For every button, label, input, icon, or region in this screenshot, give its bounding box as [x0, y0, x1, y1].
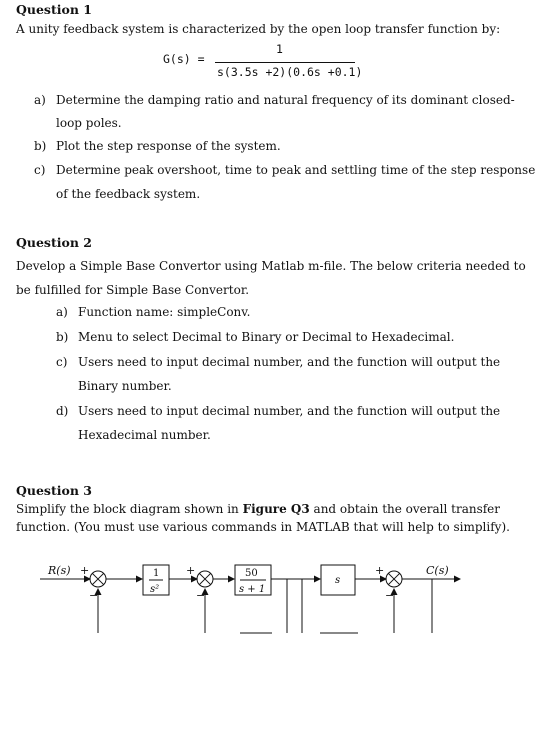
sum1-plus-sign: + [80, 564, 90, 577]
part-text: Menu to select Decimal to Binary or Decimal to Hexadecimal. [78, 330, 455, 344]
transfer-function-equation [0, 38, 544, 88]
q2-part-a [56, 305, 250, 319]
q2-intro-line2: be fulfilled for Simple Base Convertor. [16, 283, 250, 297]
block1-denominator: s² [150, 584, 160, 595]
q1-part-b [34, 139, 281, 153]
part-text: Determine peak overshoot, time to peak and settling time of the step response [56, 163, 536, 177]
block3-label: s [335, 575, 341, 586]
equation-denominator: s(3.5s +2)(0.6s +0.1) [217, 65, 363, 79]
q3-line1-pre: Simplify the block diagram shown in [16, 502, 243, 516]
part-text: Function name: simpleConv. [78, 305, 251, 319]
q3-line2: function. (You must use various commands in MATLAB that will help to simplify). [16, 520, 510, 534]
part-label: b) [34, 139, 47, 153]
part-label: c) [34, 163, 46, 177]
q2-part-b [56, 330, 454, 344]
sum2-plus-sign: + [186, 564, 196, 577]
part-label: c) [56, 355, 68, 369]
block2-denominator: s + 1 [239, 584, 266, 595]
q3-heading: Question 3 [16, 483, 92, 498]
part-text: Plot the step response of the system. [56, 139, 281, 153]
block1-numerator: 1 [153, 568, 160, 579]
part-label: a) [34, 93, 46, 107]
sum2-minus-sign: − [196, 589, 206, 602]
part-label: a) [56, 305, 68, 319]
part-label: b) [56, 330, 69, 344]
output-label: C(s) [426, 564, 449, 577]
input-label: R(s) [48, 564, 71, 577]
q3-line1 [16, 500, 500, 518]
block-diagram [0, 555, 544, 645]
q1-part-c [34, 163, 535, 177]
q2-part-d [56, 404, 500, 418]
q1-heading: Question 1 [16, 2, 92, 17]
q1-part-a-cont: loop poles. [56, 116, 122, 130]
part-text: Users need to input decimal number, and the function will output the [78, 404, 501, 418]
q3-figure-ref: Figure Q3 [242, 502, 310, 516]
equation-numerator: 1 [276, 42, 283, 56]
sum3-minus-sign: − [385, 589, 395, 602]
sum3-plus-sign: + [375, 564, 385, 577]
part-label: d) [56, 404, 69, 418]
equation-lhs: G(s) = [163, 52, 205, 66]
q2-part-c [56, 355, 500, 369]
q1-intro: A unity feedback system is characterized by the open loop transfer function by: [16, 22, 501, 36]
q1-part-a [34, 93, 515, 107]
part-text: Determine the damping ratio and natural frequency of its dominant closed- [56, 93, 515, 107]
q2-intro-line1: Develop a Simple Base Convertor using Matlab m-file. The below criteria needed to [16, 259, 526, 273]
q1-part-c-cont: of the feedback system. [56, 187, 201, 201]
q2-part-c-cont: Binary number. [78, 379, 172, 393]
q2-heading: Question 2 [16, 235, 92, 250]
block2-numerator: 50 [245, 568, 258, 579]
sum1-minus-sign: − [89, 589, 99, 602]
q2-part-d-cont: Hexadecimal number. [78, 428, 211, 442]
q3-line1-post: and obtain the overall transfer [309, 502, 501, 516]
part-text: Users need to input decimal number, and the function will output the [78, 355, 501, 369]
fraction-bar [215, 62, 355, 63]
